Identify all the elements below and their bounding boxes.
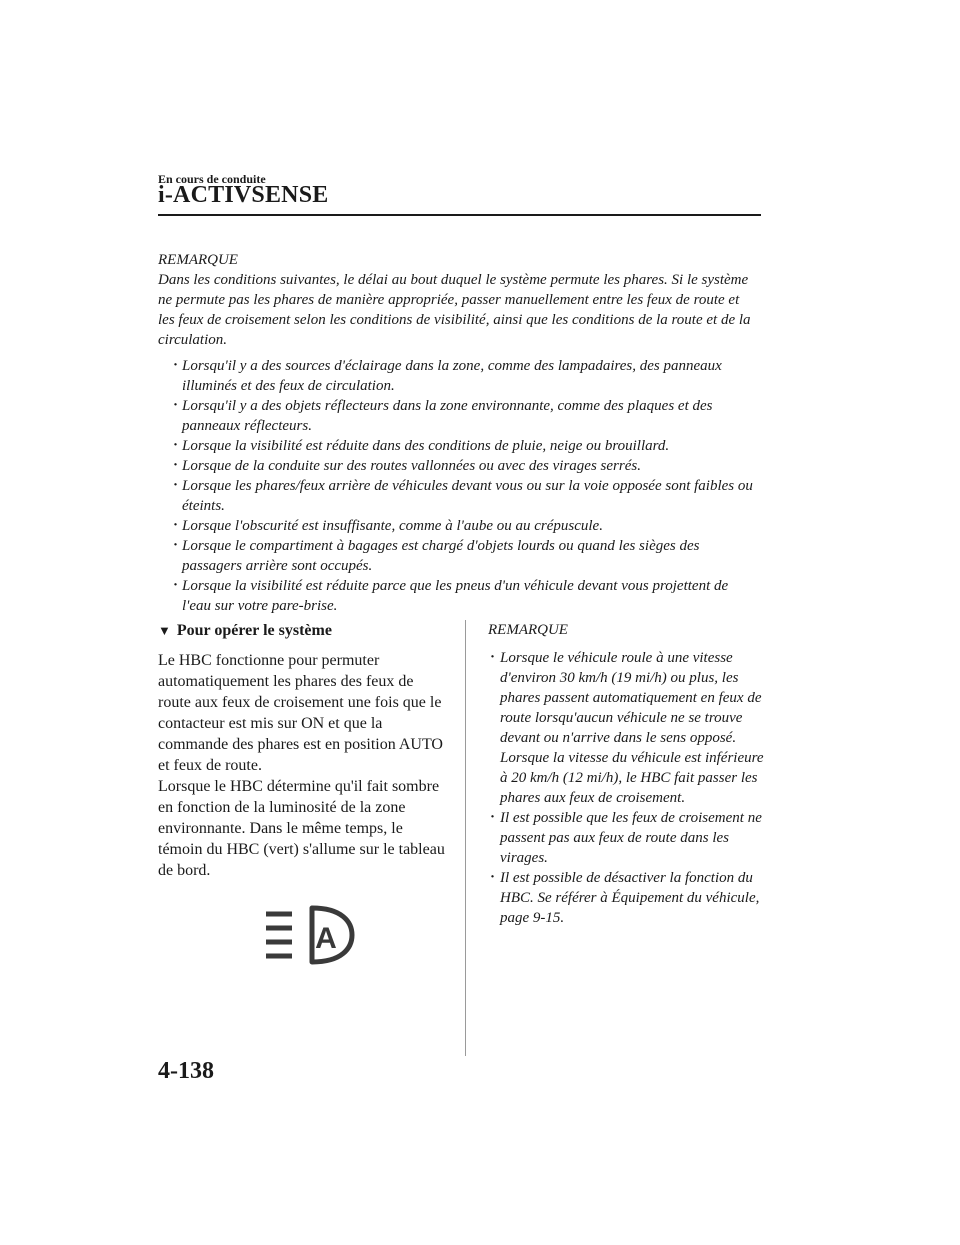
list-item: · Lorsqu'il y a des sources d'éclairage dans la zone, comme des lampadaires, des panneaux illuminés et des feux de circulation. (158, 356, 758, 396)
list-item: · Lorsqu'il y a des objets réflecteurs dans la zone environnante, comme des plaques et des panneaux réflecteurs. (158, 396, 758, 436)
list-item: · Lorsque le compartiment à bagages est chargé d'objets lourds ou quand les sièges des passagers arrière sont occupés. (158, 536, 758, 576)
operate-heading-text: Pour opérer le système (176, 622, 332, 639)
list-item: · Lorsque la visibilité est réduite parce que les pneus d'un véhicule devant vous projettent de l'eau sur votre pare-brise. (158, 576, 758, 616)
operate-paragraph-2: Lorsque le HBC détermine qu'il fait sombre en fonction de la luminosité de la zone environnante. Dans le même temps, le témoin du HBC (vert) s'allume sur le tableau de bord. (158, 778, 445, 879)
note-heading: REMARQUE (158, 252, 238, 268)
note-list (158, 356, 758, 616)
column-divider (465, 620, 466, 1056)
list-item: · Lorsque de la conduite sur des routes vallonnées ou avec des virages serrés. (158, 456, 758, 476)
operate-section (158, 620, 448, 881)
page-title: i-ACTIVSENSE (158, 182, 329, 208)
triangle-marker-icon: ▼ (158, 623, 171, 638)
operate-paragraph-1: Le HBC fonctionne pour permuter automatiquement les phares des feux de route aux feux de croisement une fois que le contacteur est mis sur ON et que la commande des phares est en position AUTO et feux de route. (158, 652, 443, 774)
section-label: En cours de conduite (158, 172, 266, 186)
list-item: · Il est possible de désactiver la fonction du HBC. Se référer à Équipement du véhicule, page 9-15. (488, 868, 768, 928)
svg-text:A: A (315, 922, 337, 955)
list-item-text: Lorsque le véhicule roule à une vitesse d'environ 30 km/h (19 mi/h) ou plus, les phares passent automatiquement en feux de route lorsqu'aucun véhicule ne se trouve devant ou n'arrive dans le sens opposé. (500, 650, 762, 746)
note-right (488, 620, 768, 928)
list-item: · Lorsque les phares/feux arrière de véhicules devant vous ou sur la voie opposée sont faibles ou éteints. (158, 476, 758, 516)
list-item: · Lorsque l'obscurité est insuffisante, comme à l'aube ou au crépuscule. (158, 516, 758, 536)
note-right-heading: REMARQUE (488, 622, 568, 638)
note-right-list (488, 648, 768, 928)
note-intro: Dans les conditions suivantes, le délai au bout duquel le système permute les phares. Si le système ne permute pas les phares de manière appropriée, passer manuellement entre les feux de route et les feux de croisement selon les conditions de visibilité, ainsi que les conditions de la route et de la circulation. (158, 272, 751, 348)
list-item-continuation: Lorsque la vitesse du véhicule est inférieure à 20 km/h (12 mi/h), le HBC fait passer les phares aux feux de croisement. (500, 750, 764, 806)
page-number: 4-138 (158, 1058, 214, 1084)
list-item (488, 648, 768, 808)
hbc-indicator-icon (262, 900, 362, 975)
operate-heading (158, 620, 448, 642)
note-top (158, 250, 758, 616)
list-item: · Il est possible que les feux de croisement ne passent pas aux feux de route dans les virages. (488, 808, 768, 868)
list-item: · Lorsque la visibilité est réduite dans des conditions de pluie, neige ou brouillard. (158, 436, 758, 456)
title-rule (158, 214, 761, 216)
